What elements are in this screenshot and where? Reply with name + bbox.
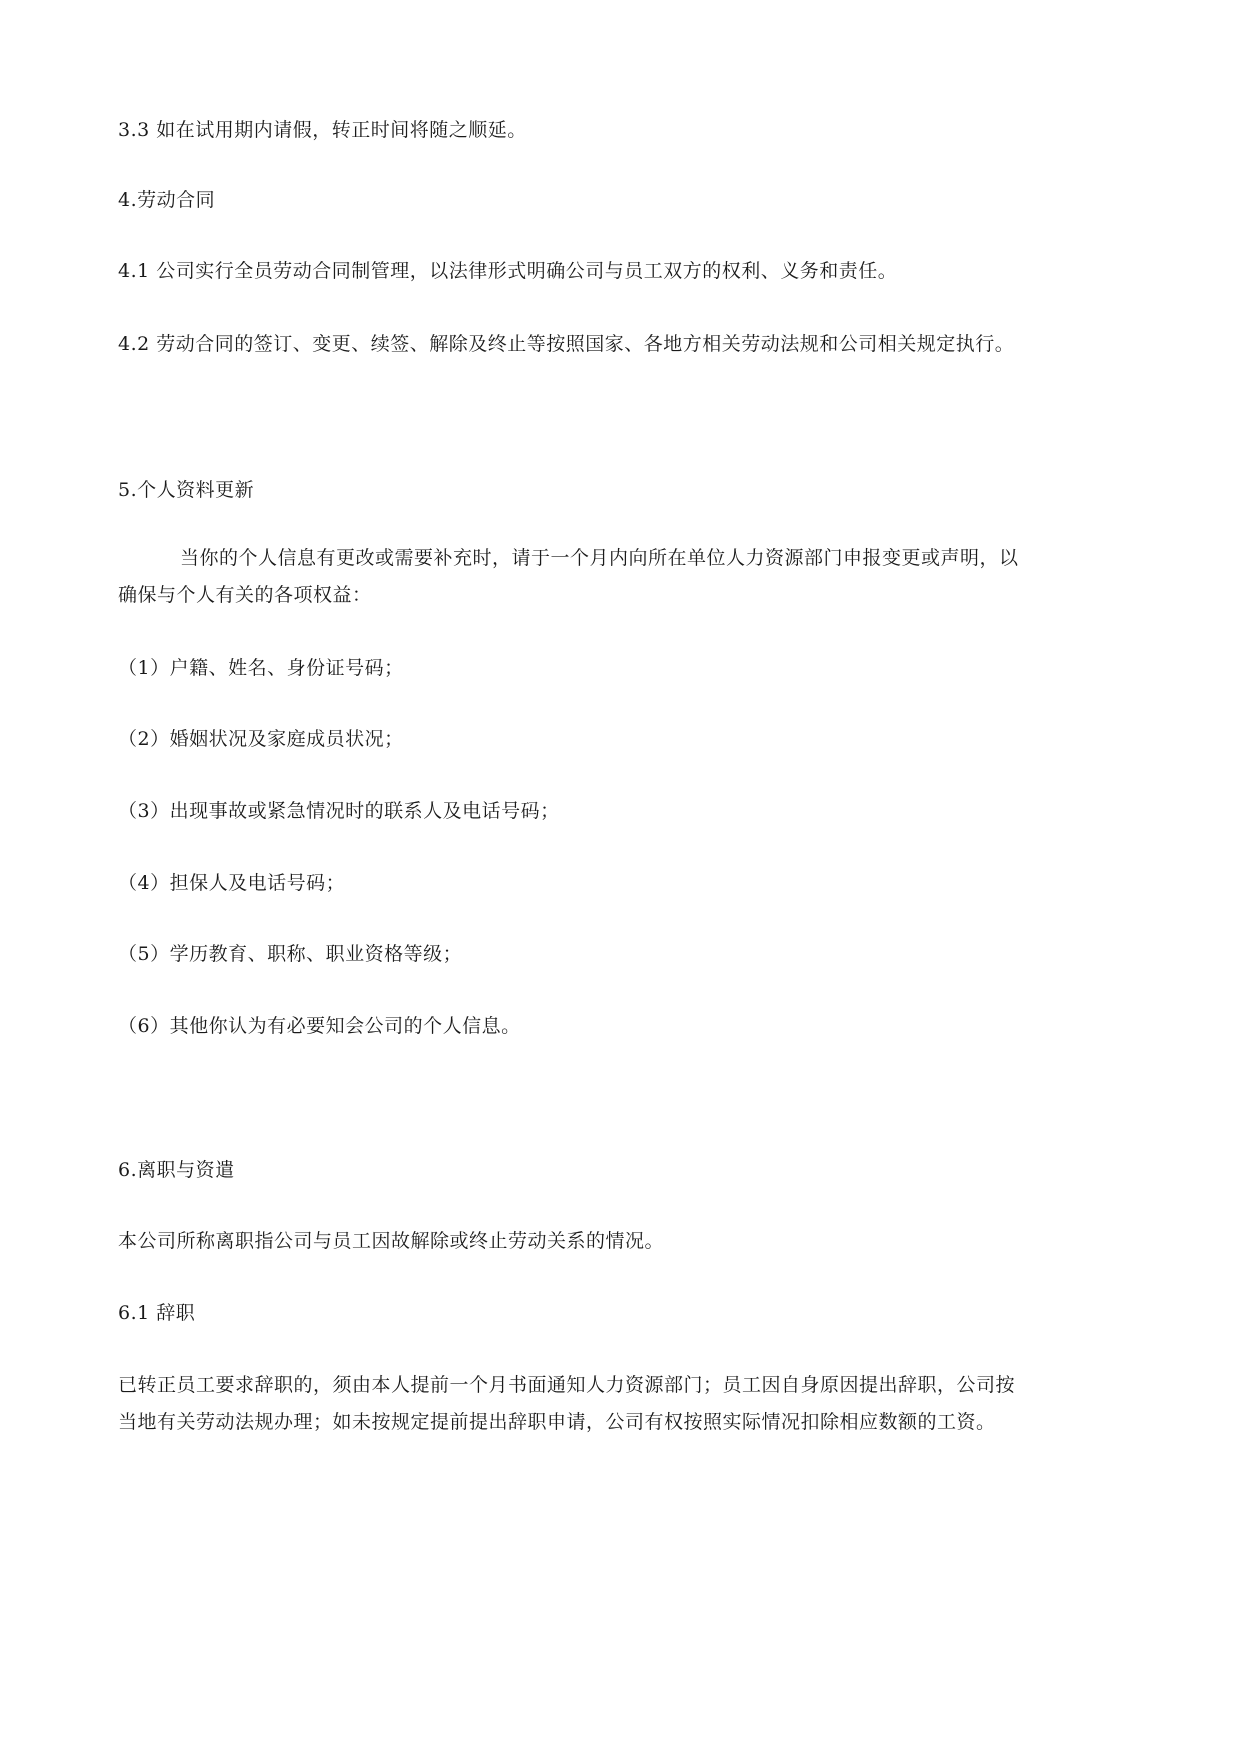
section-3-3: 3.3 如在试用期内请假，转正时间将随之顺延。 [118,119,527,141]
list-item: （2）婚姻状况及家庭成员状况； [118,728,404,750]
list-item: （4）担保人及电话号码； [118,872,346,894]
paragraph-6: 本公司所称离职指公司与员工因故解除或终止劳动关系的情况。 [118,1230,665,1252]
heading-5-personal-info-update: 5.个人资料更新 [118,479,255,501]
paragraph-5-line-2: 确保与个人有关的各项权益： [118,584,372,606]
paragraph-6-1-line-2: 当地有关劳动法规办理；如未按规定提前提出辞职申请，公司有权按照实际情况扣除相应数额的工资。 [118,1411,996,1433]
paragraph-6-1-line-1: 已转正员工要求辞职的，须由本人提前一个月书面通知人力资源部门；员工因自身原因提出辞职，公司按 [118,1374,1016,1396]
heading-6-resignation-dismissal: 6.离职与资遣 [118,1159,235,1181]
heading-4-labor-contract: 4.劳动合同 [118,189,216,211]
list-item: （6）其他你认为有必要知会公司的个人信息。 [118,1015,521,1037]
paragraph-5-line-1: 当你的个人信息有更改或需要补充时，请于一个月内向所在单位人力资源部门申报变更或声明，以 [180,547,1019,569]
list-item: （5）学历教育、职称、职业资格等级； [118,943,463,965]
section-6-1-resignation: 6.1 辞职 [118,1302,196,1324]
section-4-1: 4.1 公司实行全员劳动合同制管理，以法律形式明确公司与员工双方的权利、义务和责任。 [118,260,898,282]
list-item: （1）户籍、姓名、身份证号码； [118,657,404,679]
list-item: （3）出现事故或紧急情况时的联系人及电话号码； [118,800,560,822]
section-4-2: 4.2 劳动合同的签订、变更、续签、解除及终止等按照国家、各地方相关劳动法规和公司相关规定执行。 [118,333,1015,355]
